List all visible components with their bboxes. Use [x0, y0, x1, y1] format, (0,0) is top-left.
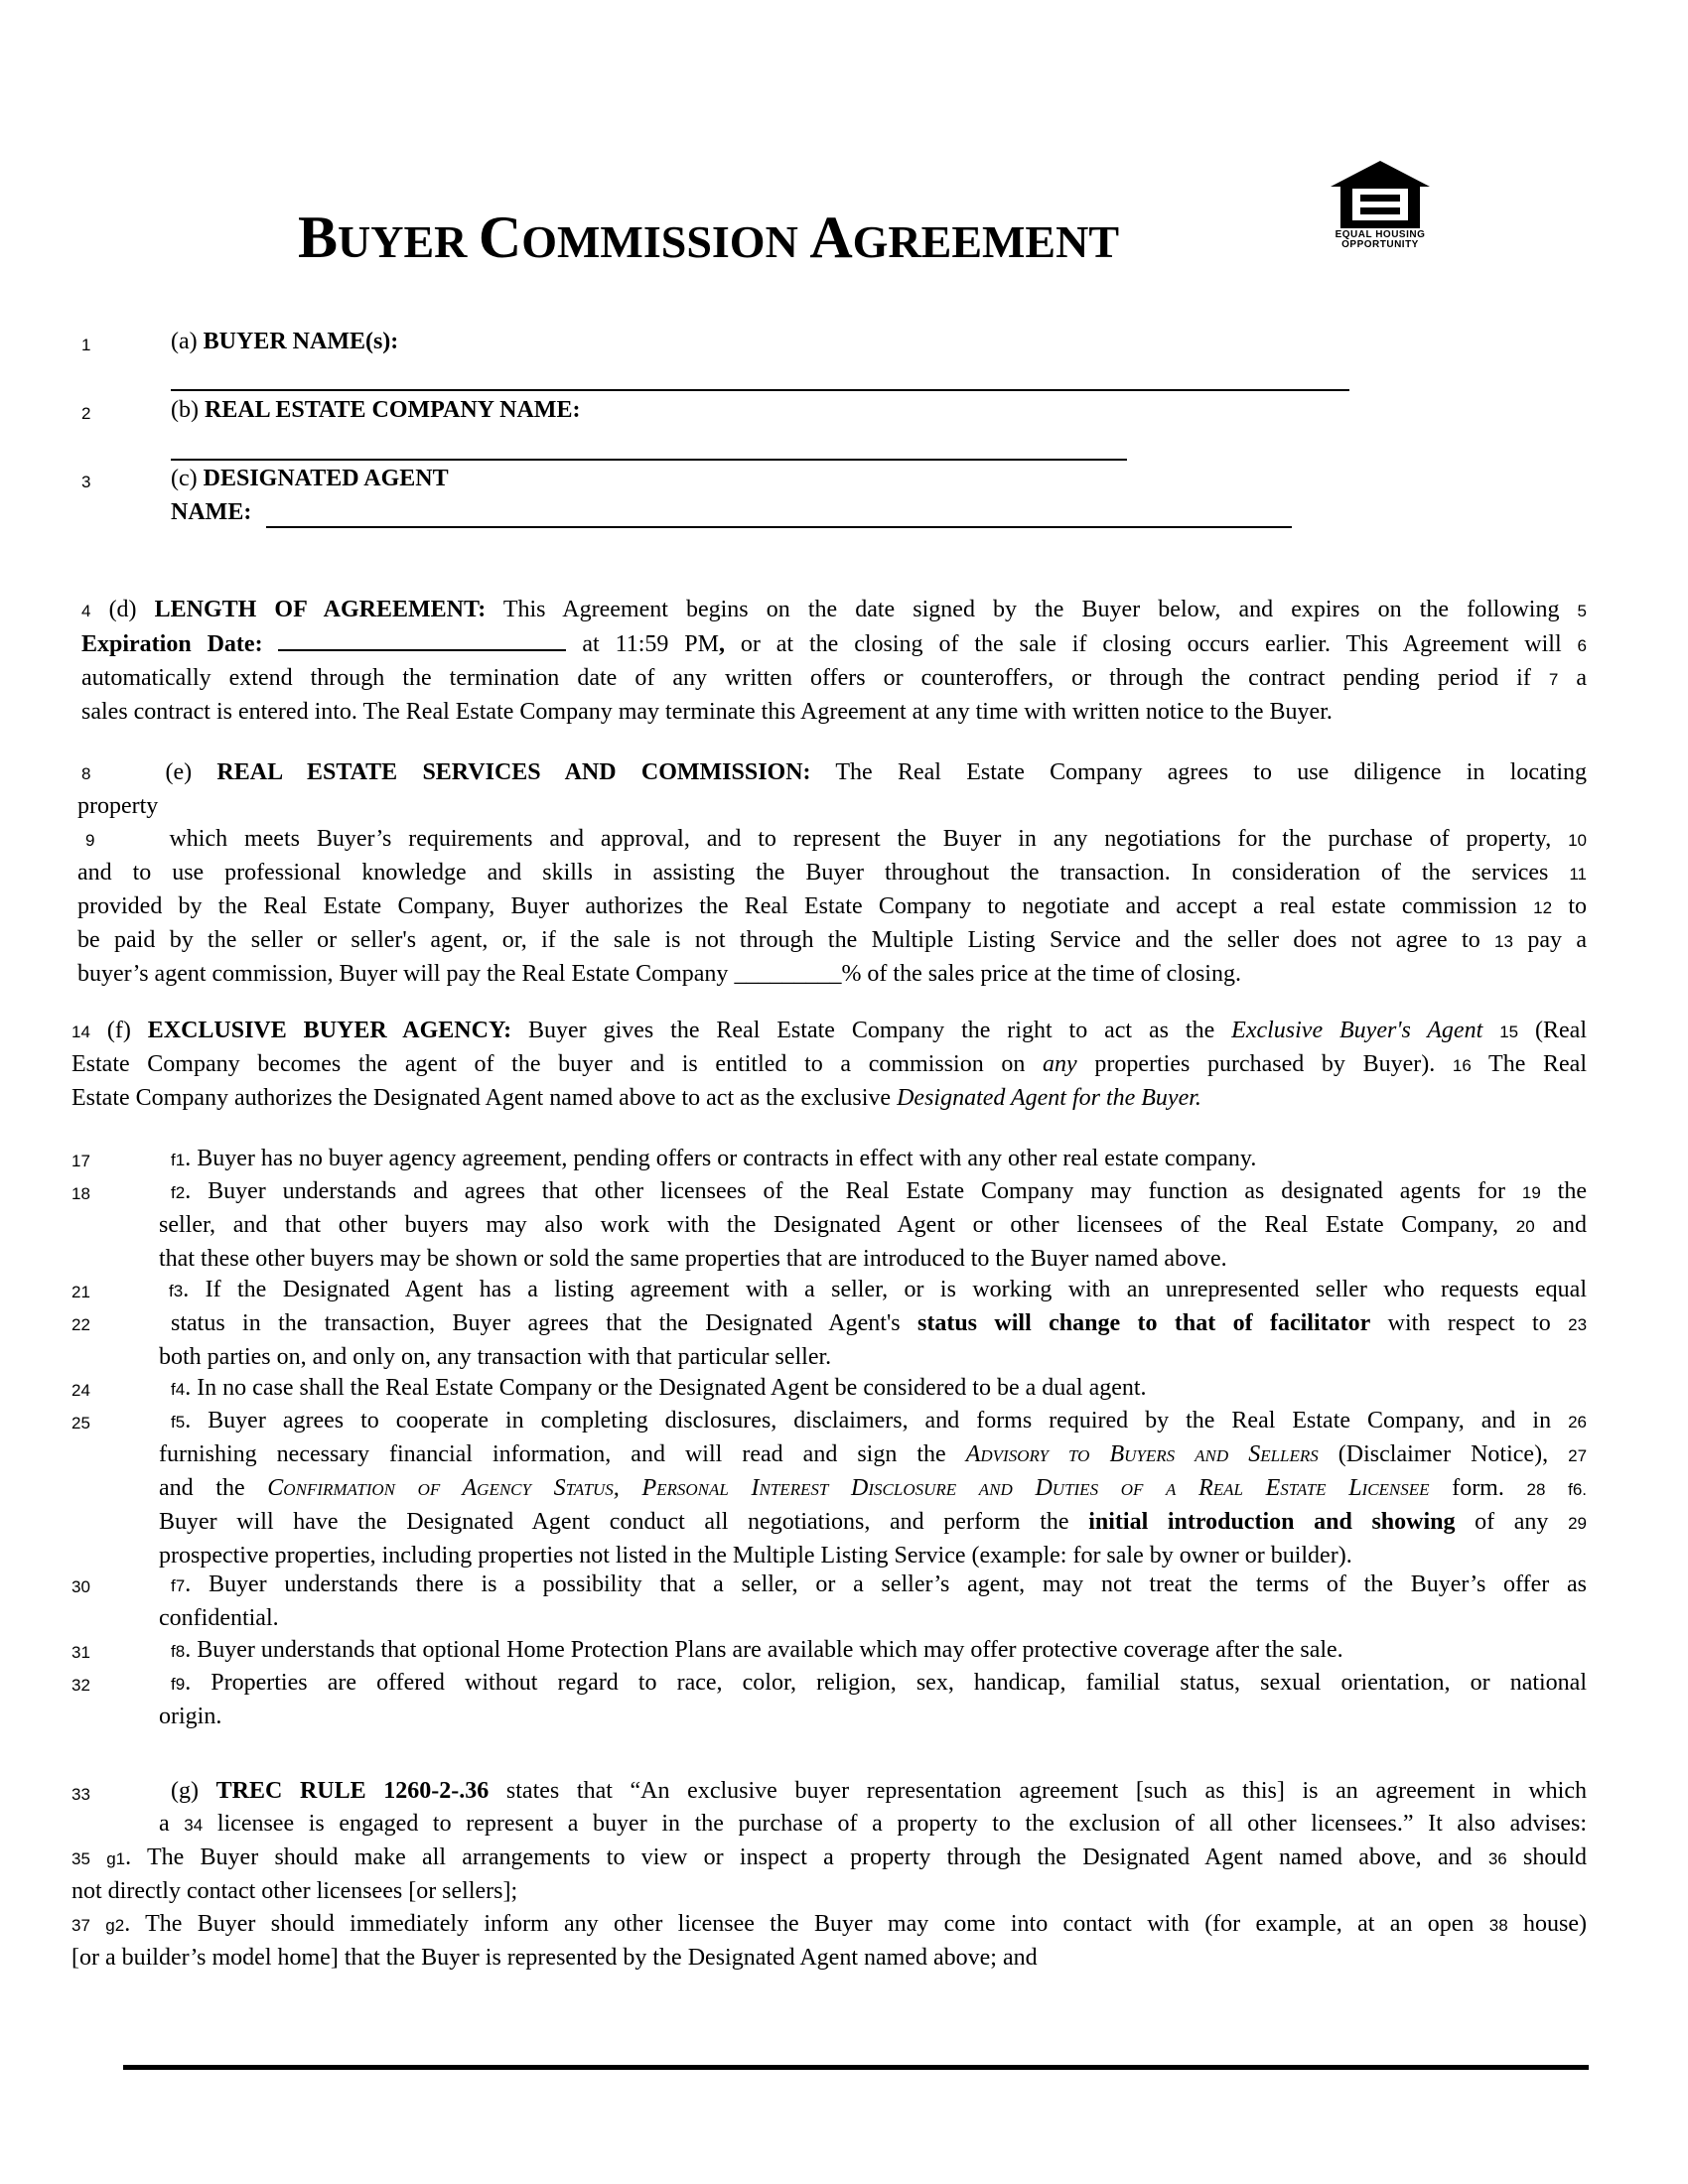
- company-name-label: (b) REAL ESTATE COMPANY NAME:: [171, 397, 581, 423]
- item-f1: f1. Buyer has no buyer agency agreement, pending offers or contracts in effect with any other real estate company.: [171, 1146, 1257, 1171]
- line-number: 1: [81, 336, 91, 354]
- document-title: BUYER COMMISSION AGREEMENT: [298, 205, 1120, 270]
- logo-caption-line1: EQUAL HOUSING: [1335, 229, 1426, 240]
- line-number: 24: [71, 1381, 90, 1400]
- buyer-name-field[interactable]: [171, 389, 1349, 391]
- item-f7: f7. Buyer understands there is a possibility that a seller, or a seller’s agent, may not treat the terms of the Buyer’s offer as confidential.: [159, 1571, 1587, 1631]
- section-length-of-agreement: 4 (d) LENGTH OF AGREEMENT: This Agreement begins on the date signed by the Buyer below, and expires on the following 5 Expiration Date: at 11:59 PM, or at the closing of the sale if closing occurs earlier. This Agreement will 6 automatically extend through the termination date of any written offers or counteroffers, or through the contract pending period if 7 a sales contract is entered into. The Real Estate Company may terminate this Agreement at any time with written notice to the Buyer.: [81, 597, 1588, 725]
- designated-agent-label-2: NAME:: [171, 499, 252, 525]
- line-number: 31: [71, 1643, 90, 1662]
- commission-percent-field[interactable]: _________: [734, 961, 842, 987]
- line-number: 21: [71, 1283, 90, 1301]
- company-name-field[interactable]: [171, 459, 1127, 461]
- section-trec-rule: (g) TREC RULE 1260-2-.36 states that “An exclusive buyer representation agreement [such as this] is an agreement in which a 34 licensee is engaged to represent a buyer in the purchase of a property to the exclusion of all other licensees.” It also advises: 35 g1. The Buyer should make all arrangements to view or inspect a property through the Designated Agent named above, and 36 should not directly contact other licensees [or sellers]; 37 g2. The Buyer should immediately inform any other licensee the Buyer may come into contact with (for example, at an open 38 house) [or a builder’s model home] that the Buyer is represented by the Designated Agent named above; and: [71, 1778, 1588, 1971]
- item-f3: f3. If the Designated Agent has a listing agreement with a seller, or is working with an unrepresented seller who requests equal status in the transaction, Buyer agrees that the Designated Agent's status will change to that of facilitator with respect to 23 both parties on, and only on, any transaction with that particular seller.: [159, 1277, 1588, 1370]
- section-services-commission: 8 (e) REAL ESTATE SERVICES AND COMMISSION: The Real Estate Company agrees to use diligence in locating property 9 which meets Buyer’s requirements and approval, and to represent the Buyer in any negotiations for the purchase of property, 10 and to use professional knowledge and skills in assisting the Buyer throughout the transaction. In consideration of the services 11 provided by the Real Estate Company, Buyer authorizes the Real Estate Company to negotiate and accept a real estate commission 12 to be paid by the seller or seller's agent, or, if the sale is not through the Multiple Listing Service and the seller does not agree to 13 pay a buyer’s agent commission, Buyer will pay the Real Estate Company _________% of the sales price at the time of closing.: [77, 759, 1588, 987]
- footer-rule: [123, 2065, 1589, 2070]
- logo-caption-line2: OPPORTUNITY: [1341, 239, 1419, 250]
- line-number: 33: [71, 1785, 90, 1804]
- item-f9: f9. Properties are offered without regard to race, color, religion, sex, handicap, familial status, sexual orientation, or national origin.: [159, 1670, 1587, 1729]
- section-exclusive-buyer-agency: 14 (f) EXCLUSIVE BUYER AGENCY: Buyer gives the Real Estate Company the right to act as the Exclusive Buyer's Agent 15 (Real Estate Company becomes the agent of the buyer and is entitled to a commission on any properties purchased by Buyer). 16 The Real Estate Company authorizes the Designated Agent named above to act as the exclusive Designated Agent for the Buyer.: [71, 1018, 1588, 1111]
- item-f8: f8. Buyer understands that optional Home Protection Plans are available which may offer protective coverage after the sale.: [171, 1637, 1343, 1663]
- expiration-date-field[interactable]: [278, 627, 566, 651]
- equal-housing-house-icon: [1329, 159, 1432, 230]
- item-f5: f5. Buyer agrees to cooperate in completing disclosures, disclaimers, and forms required by the Real Estate Company, and in 26 furnishing necessary financial information, and will read and sign the Advisory to Buyers and Sellers (Disclaimer Notice), 27 and the Confirmation of Agency Status, Personal Interest Disclosure and Duties of a Real Estate Licensee form. 28 f6. Buyer will have the Designated Agent conduct all negotiations, and perform the initial introduction and showing of any 29 prospective properties, including properties not listed in the Multiple Listing Service (example: for sale by owner or builder).: [159, 1408, 1588, 1569]
- line-number: 30: [71, 1577, 90, 1596]
- line-number: 3: [81, 473, 91, 491]
- item-f4: f4. In no case shall the Real Estate Company or the Designated Agent be considered to be a dual agent.: [171, 1375, 1147, 1401]
- line-number: 25: [71, 1414, 90, 1433]
- buyer-name-label: (a) BUYER NAME(s):: [171, 329, 399, 354]
- line-number: 22: [71, 1315, 90, 1334]
- designated-agent-label: (c) DESIGNATED AGENT: [171, 466, 449, 491]
- designated-agent-field[interactable]: [266, 526, 1292, 528]
- item-f2: f2. Buyer understands and agrees that other licensees of the Real Estate Company may function as designated agents for 19 the seller, and that other buyers may also work with the Designated Agent or other licensees of the Real Estate Company, 20 and that these other buyers may be shown or sold the same properties that are introduced to the Buyer named above.: [159, 1178, 1588, 1272]
- line-number: 17: [71, 1152, 90, 1170]
- line-number: 32: [71, 1676, 90, 1695]
- equal-housing-logo: [1326, 159, 1435, 263]
- line-number: 18: [71, 1184, 90, 1203]
- line-number: 2: [81, 404, 91, 423]
